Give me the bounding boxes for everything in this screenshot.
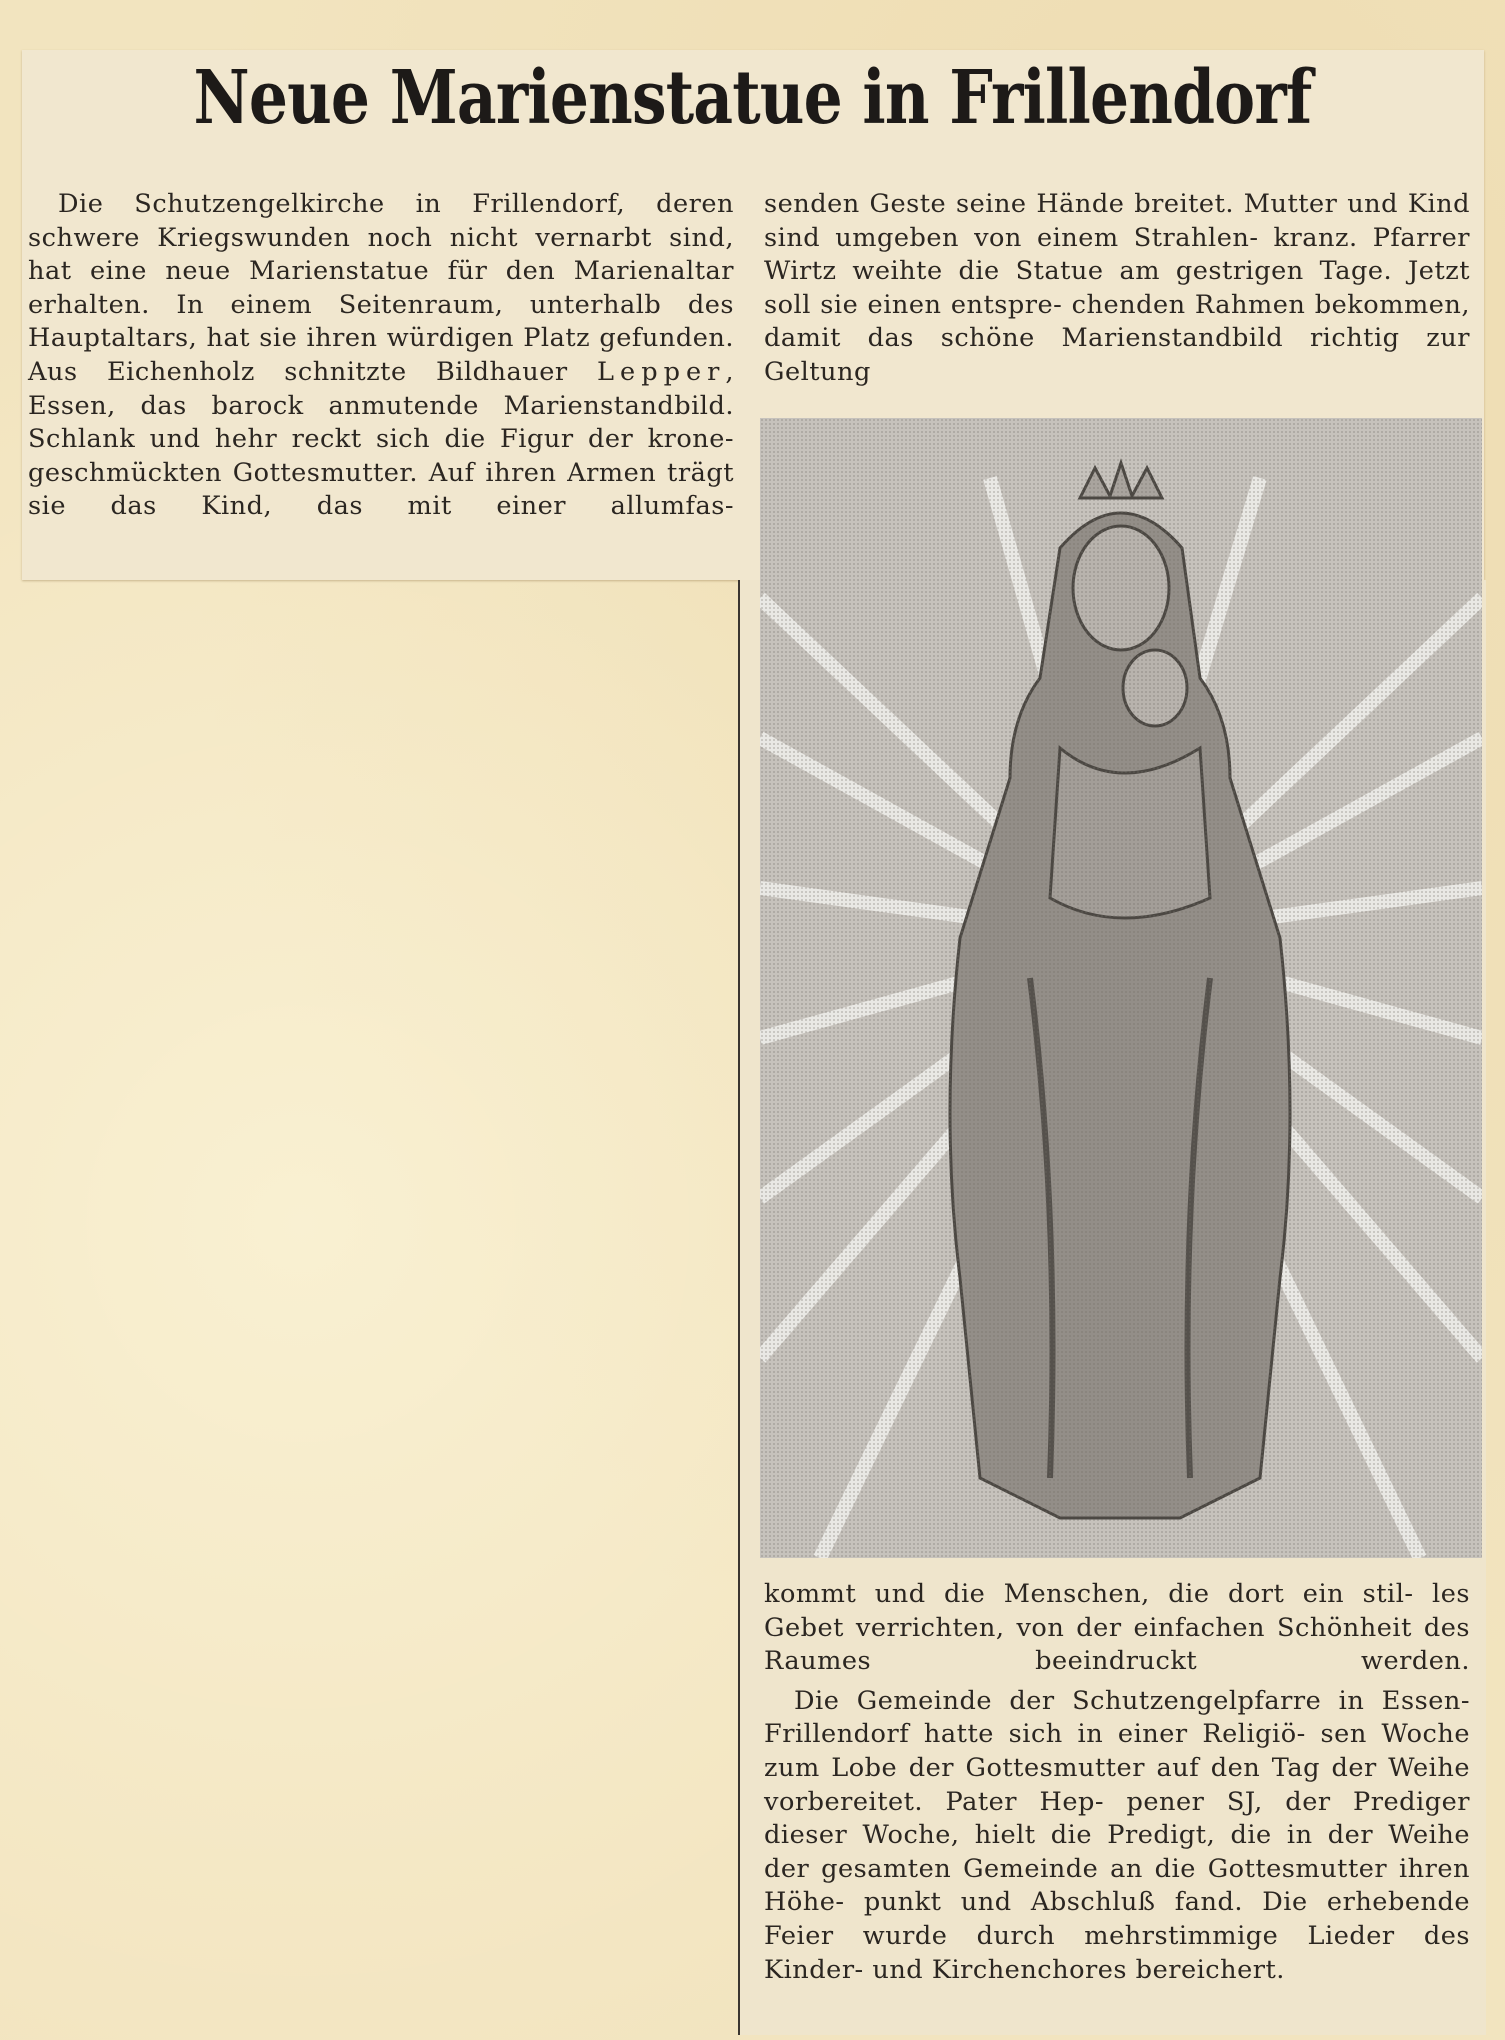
- text-line: sen Woche zum Lobe der Gottesmutter auf: [764, 1719, 1470, 1783]
- article-right-column-bottom: [764, 1578, 1470, 1987]
- text-line: und Kind sind umgeben von einem Strahlen-: [764, 189, 1470, 253]
- text-line: kranz. Pfarrer Wirtz weihte die Statue am: [764, 222, 1470, 287]
- text-line: senden Geste seine Hände breitet. Mutter: [764, 189, 1338, 219]
- text-line: kommt und die Menschen, die dort ein stil-: [764, 1579, 1414, 1609]
- text-line: würdigen Platz gefunden. Aus Eichenholz: [28, 323, 735, 387]
- text-line: chenden Rahmen bekommen, damit das: [764, 289, 1470, 354]
- article-paragraph: [764, 1685, 1470, 1987]
- text-line: Die Schutzengelkirche in Frillendorf, deren: [58, 189, 734, 219]
- text-line: Die Gemeinde der Schutzengelpfarre in: [794, 1685, 1365, 1716]
- text-line: Schönheit des Raumes beeindruckt werden.: [764, 1612, 1470, 1677]
- article-left-column: [28, 188, 734, 524]
- article-paragraph: [28, 188, 734, 524]
- text-line: schnitzte Bildhauer: [284, 356, 568, 387]
- article-right-column-top: [764, 188, 1470, 390]
- article-paragraph: [764, 188, 1470, 390]
- text-line: die Predigt, die in der Weihe der gesamten: [764, 1820, 1470, 1884]
- statue-illustration: [760, 418, 1482, 1558]
- text-line: les Gebet verrichten, von der einfachen: [764, 1579, 1471, 1643]
- text-line: , Essen, das: [28, 356, 734, 421]
- text-line: pener SJ, der Prediger dieser Woche, hielt: [764, 1786, 1470, 1851]
- text-line: barock anmutende Marienstandbild. Schlank: [28, 390, 734, 455]
- sculptor-name: Lepper: [597, 356, 726, 387]
- text-line: Essen-Frillendorf hatte sich in einer Religiö-: [764, 1685, 1470, 1750]
- article-paragraph: [764, 1578, 1470, 1679]
- text-line: Gemeinde an die Gottesmutter ihren Höhe-: [764, 1853, 1471, 1918]
- text-line: Kinder- und Kirchenchores bereichert.: [764, 1954, 1285, 1985]
- text-line: Feier wurde durch mehrstimmige Lieder des: [764, 1920, 1470, 1951]
- text-line: gestrigen Tage. Jetzt soll sie einen entspre-: [764, 256, 1470, 320]
- text-line: und hehr reckt sich die Figur der krone-: [149, 424, 735, 455]
- headline: Neue Marienstatue in Frillendorf: [193, 55, 1312, 141]
- text-line: den Tag der Weihe vorbereitet. Pater Hep-: [764, 1752, 1470, 1817]
- text-line: geschmückten Gottesmutter. Auf ihren Armen: [28, 457, 657, 488]
- text-line: sind, hat eine neue Marienstatue für den: [28, 222, 734, 287]
- text-line: trägt sie das Kind, das mit einer allumfas-: [28, 457, 734, 522]
- text-line: Marienaltar erhalten. In einem Seitenraum,: [28, 256, 734, 320]
- text-line: schwere Kriegswunden noch nicht vernarbt: [28, 222, 652, 253]
- text-line: schöne Marienstandbild richtig zur Geltung: [764, 323, 1471, 387]
- text-line: punkt und Abschluß fand. Die erhebende: [863, 1887, 1470, 1918]
- madonna-statue-photo: [760, 418, 1482, 1558]
- text-line: unterhalb des Hauptaltars, hat sie ihren: [28, 289, 734, 354]
